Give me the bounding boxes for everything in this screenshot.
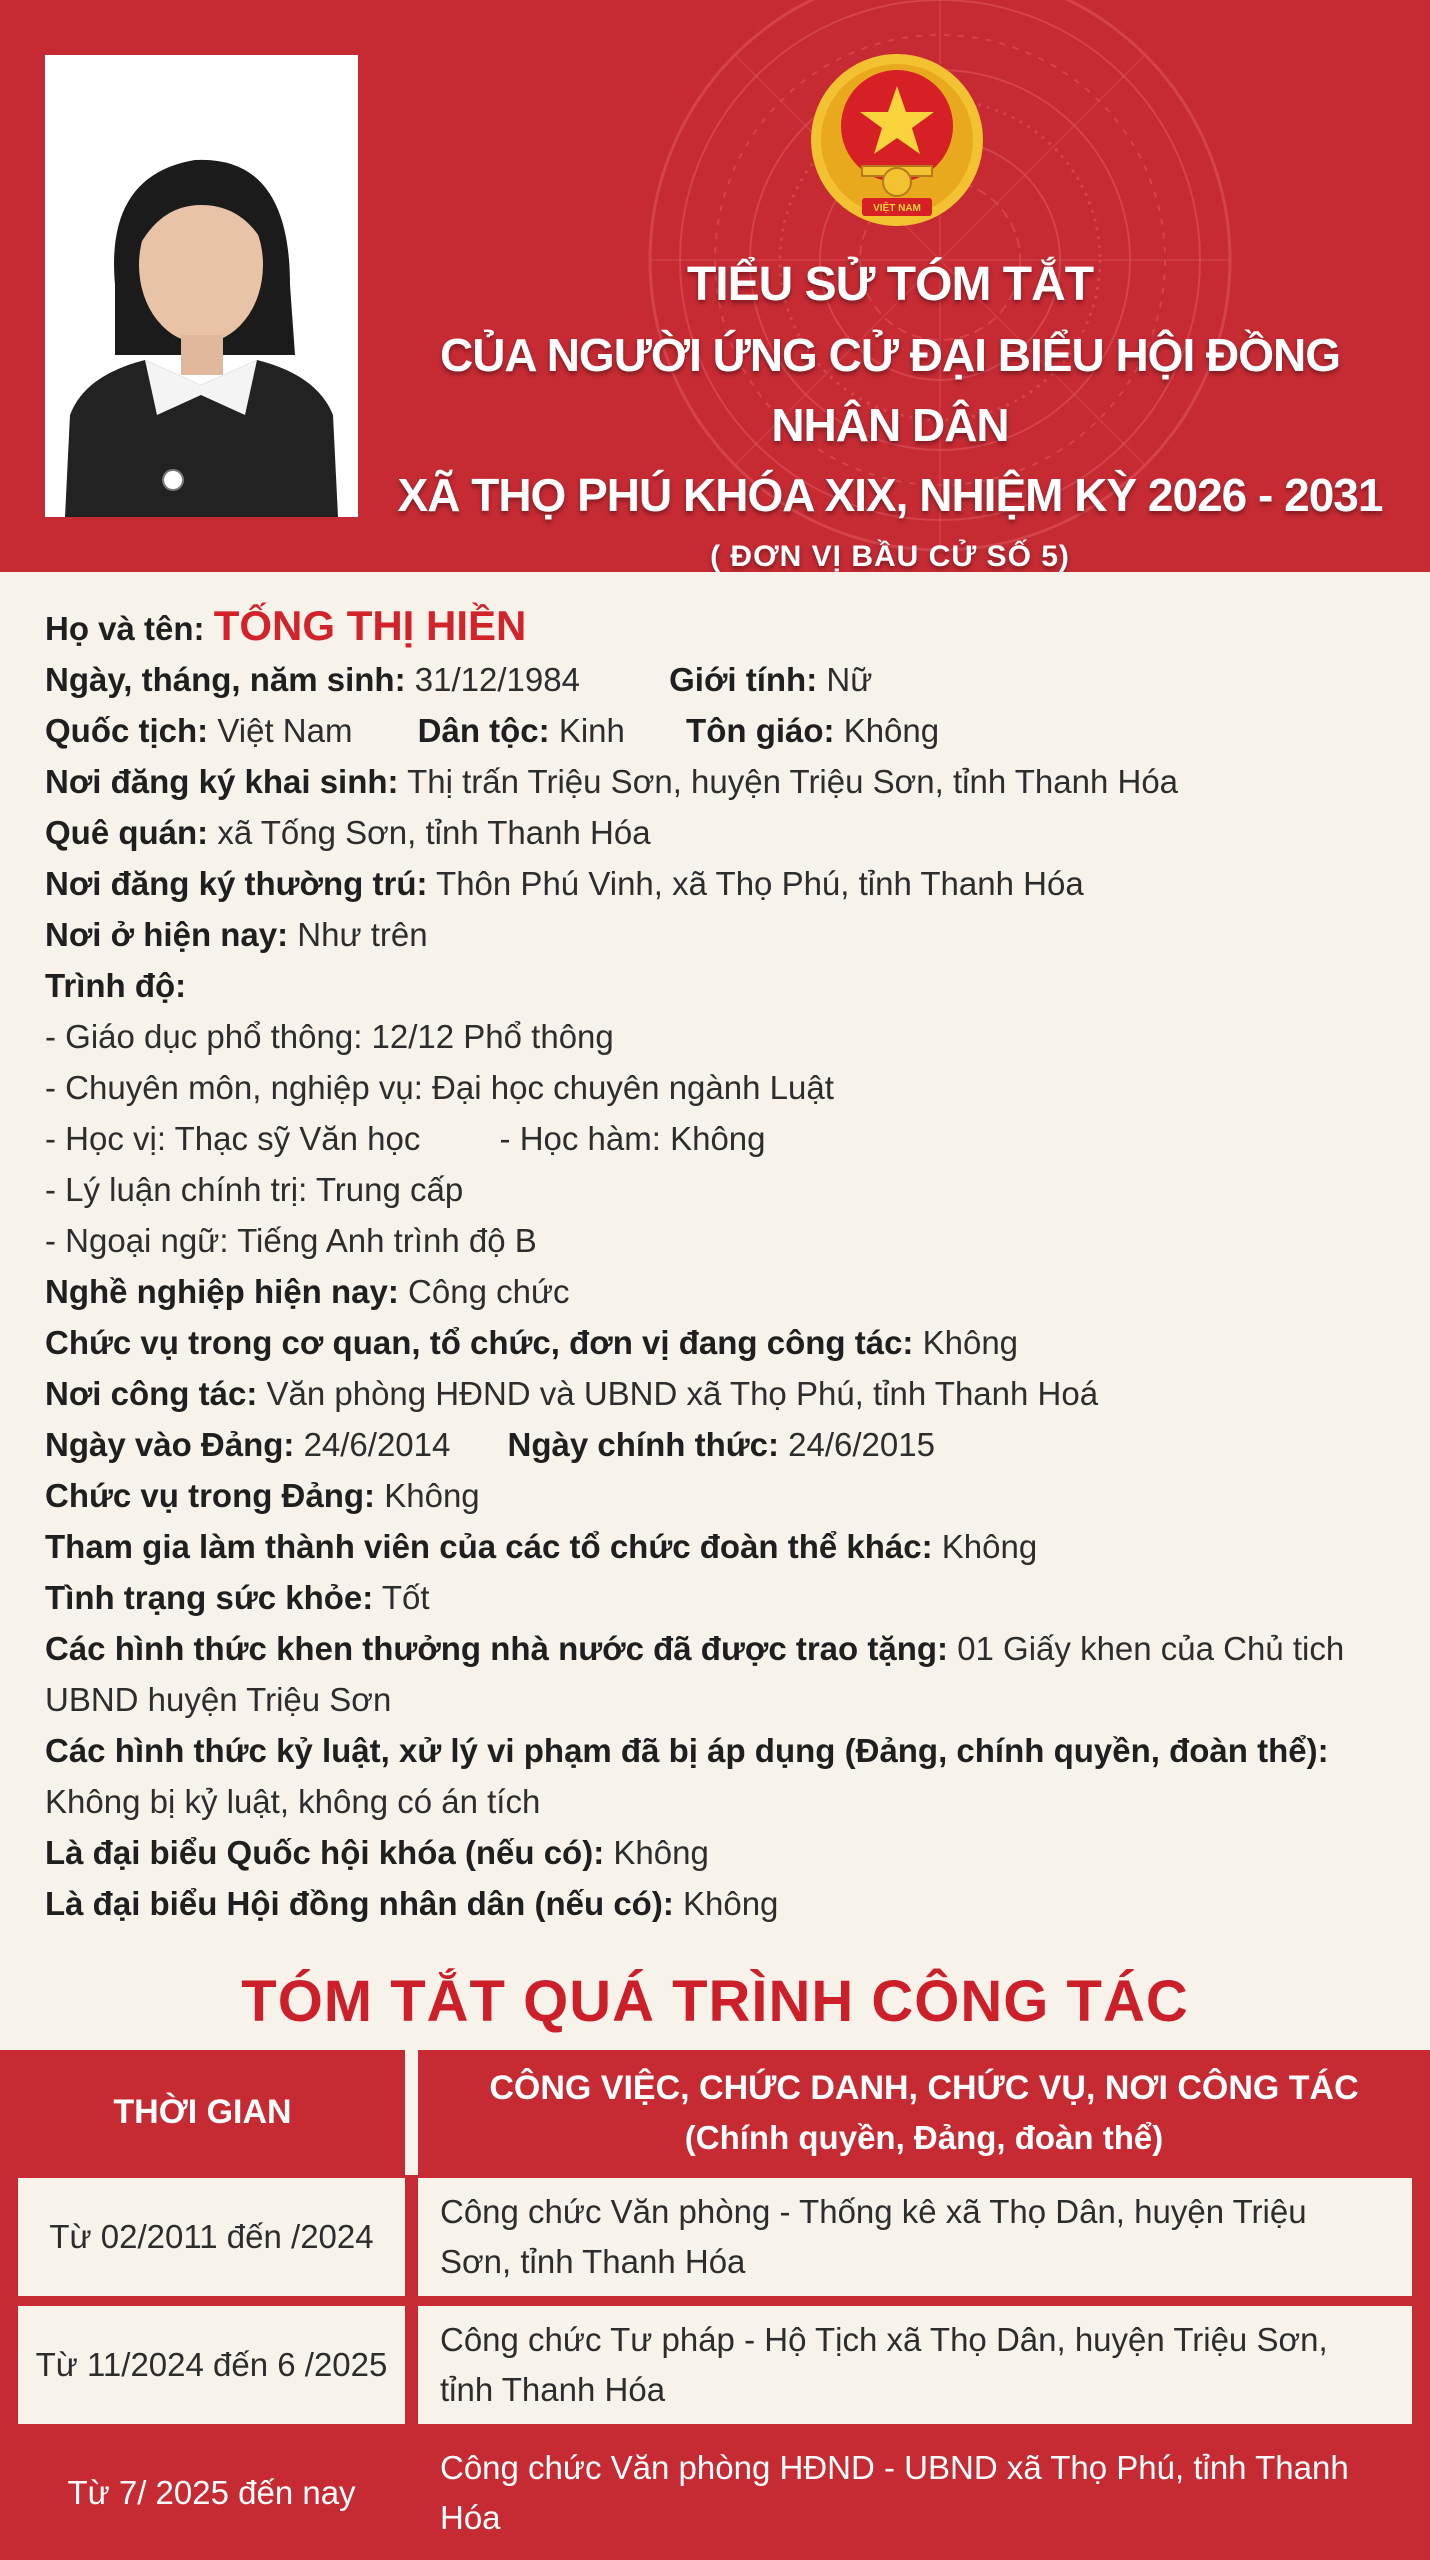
birth-registration-row (45, 756, 1395, 807)
workplace-label: Nơi công tác: (45, 1375, 258, 1412)
party-position-label: Chức vụ trong Đảng: (45, 1477, 376, 1514)
education-label: Trình độ: (45, 967, 187, 1004)
position-label: Chức vụ trong cơ quan, tổ chức, đơn vị đang công tác: (45, 1324, 914, 1361)
national-assembly-label: Là đại biểu Quốc hội khóa (nếu có): (45, 1834, 605, 1871)
discipline-label: Các hình thức kỷ luật, xử lý vi phạm đã bị áp dụng (Đảng, chính quyền, đoàn thể): (45, 1732, 1329, 1769)
name-label: Họ và tên: (45, 610, 205, 647)
current-address-label: Nơi ở hiện nay: (45, 916, 289, 953)
residence-value: Thôn Phú Vinh, xã Thọ Phú, tỉnh Thanh Hóa (436, 865, 1084, 902)
current-address-row (45, 909, 1395, 960)
workplace-value: Văn phòng HĐND và UBND xã Thọ Phú, tỉnh Thanh Hoá (266, 1375, 1099, 1412)
residence-row (45, 858, 1395, 909)
svg-text:VIỆT NAM: VIỆT NAM (873, 203, 921, 214)
title-block (390, 250, 1390, 572)
religion-value: Không (843, 712, 940, 749)
ethnicity-label: Dân tộc: (417, 712, 550, 749)
party-dates-row (45, 1419, 1395, 1470)
column-divider (405, 2050, 418, 2175)
health-value: Tốt (381, 1579, 430, 1616)
edu-political: - Lý luận chính trị: Trung cấp (45, 1171, 464, 1208)
hometown-value: xã Tống Sơn, tỉnh Thanh Hóa (217, 814, 651, 851)
title-line-2: CỦA NGƯỜI ỨNG CỬ ĐẠI BIỂU HỘI ĐỒNG NHÂN DÂN (439, 329, 1341, 451)
career-table (0, 2050, 1430, 2560)
organizations-label: Tham gia làm thành viên của các tổ chức đoàn thể khác: (45, 1528, 933, 1565)
edu-degree: - Học vị: Thạc sỹ Văn học (45, 1120, 421, 1157)
nationality-label: Quốc tịch: (45, 712, 209, 749)
national-emblem (802, 48, 992, 238)
gender-value: Nữ (826, 661, 873, 698)
table-row (18, 2178, 1412, 2296)
current-address-value: Như trên (297, 916, 428, 953)
residence-label: Nơi đăng ký thường trú: (45, 865, 428, 902)
council-delegate-label: Là đại biểu Hội đồng nhân dân (nếu có): (45, 1885, 674, 1922)
hometown-row (45, 807, 1395, 858)
organizations-row (45, 1521, 1395, 1572)
row-time: Từ 02/2011 đến /2024 (18, 2178, 405, 2296)
discipline-row (45, 1725, 1395, 1827)
edu-specialty: - Chuyên môn, nghiệp vụ: Đại học chuyên ngành Luật (45, 1069, 834, 1106)
edu-title: - Học hàm: Không (499, 1120, 766, 1157)
council-delegate-row (45, 1878, 1395, 1929)
awards-row (45, 1623, 1395, 1725)
ethnicity-value: Kinh (558, 712, 625, 749)
position-row (45, 1317, 1395, 1368)
column-header-job-title: CÔNG VIỆC, CHỨC DANH, CHỨC VỤ, NƠI CÔNG TÁC (489, 2068, 1359, 2107)
organizations-value: Không (941, 1528, 1038, 1565)
council-delegate-value: Không (682, 1885, 779, 1922)
gender-label: Giới tính: (669, 661, 818, 698)
birth-registration-value: Thị trấn Triệu Sơn, huyện Triệu Sơn, tỉnh Thanh Hóa (407, 763, 1179, 800)
edu-language: - Ngoại ngữ: Tiếng Anh trình độ B (45, 1222, 537, 1259)
party-join-label: Ngày vào Đảng: (45, 1426, 295, 1463)
party-position-value: Không (384, 1477, 480, 1514)
workplace-row (45, 1368, 1395, 1419)
career-section-title: TÓM TẮT QUÁ TRÌNH CÔNG TÁC (241, 1969, 1189, 2034)
awards-label: Các hình thức khen thưởng nhà nước đã được trao tặng: (45, 1630, 949, 1667)
row-time: Từ 7/ 2025 đến nay (67, 2474, 356, 2511)
discipline-value: Không bị kỷ luật, không có án tích (45, 1783, 541, 1820)
row-time: Từ 11/2024 đến 6 /2025 (18, 2306, 405, 2424)
column-header-job-subtitle: (Chính quyền, Đảng, đoàn thể) (684, 2118, 1164, 2156)
electoral-unit: ( ĐƠN VỊ BẦU CỬ SỐ 5) (710, 540, 1070, 572)
table-row (18, 2434, 1412, 2552)
bio-section (45, 600, 1395, 1929)
name-row (45, 600, 1395, 654)
health-label: Tình trạng sức khỏe: (45, 1579, 374, 1616)
candidate-name: TỐNG THỊ HIỀN (213, 602, 527, 649)
row-job: Công chức Tư pháp - Hộ Tịch xã Thọ Dân, huyện Triệu Sơn, tỉnh Thanh Hóa (418, 2306, 1412, 2424)
hometown-label: Quê quán: (45, 814, 209, 851)
edu-degree-row (45, 1113, 1395, 1164)
party-official-value: 24/6/2015 (788, 1426, 935, 1463)
health-row (45, 1572, 1395, 1623)
dob-value: 31/12/1984 (414, 661, 580, 698)
awards-value: 01 Giấy khen của Chủ tich UBND huyện Triệu Sơn (45, 1630, 1345, 1718)
occupation-row (45, 1266, 1395, 1317)
national-assembly-row (45, 1827, 1395, 1878)
occupation-label: Nghề nghiệp hiện nay: (45, 1273, 399, 1310)
occupation-value: Công chức (408, 1273, 570, 1310)
party-join-value: 24/6/2014 (303, 1426, 451, 1463)
religion-label: Tôn giáo: (686, 712, 835, 749)
nationality-row (45, 705, 1395, 756)
party-position-row (45, 1470, 1395, 1521)
education-heading (45, 960, 1395, 1011)
column-header-time: THỜI GIAN (113, 2093, 292, 2131)
table-row (18, 2306, 1412, 2424)
edu-general: - Giáo dục phổ thông: 12/12 Phổ thông (45, 1018, 614, 1055)
national-assembly-value: Không (613, 1834, 709, 1871)
header-banner (0, 0, 1430, 572)
dob-row (45, 654, 1395, 705)
title-line-1: TIỂU SỬ TÓM TẮT (686, 258, 1094, 311)
column-header-job (418, 2050, 1430, 2175)
nationality-value: Việt Nam (217, 712, 353, 749)
row-job: Công chức Văn phòng HĐND - UBND xã Thọ Phú, tỉnh Thanh Hóa (440, 2449, 1349, 2536)
title-line-3: XÃ THỌ PHÚ KHÓA XIX, NHIỆM KỲ 2026 - 2031 (397, 469, 1383, 521)
birth-registration-label: Nơi đăng ký khai sinh: (45, 763, 399, 800)
candidate-photo (45, 55, 358, 517)
party-official-label: Ngày chính thức: (507, 1426, 779, 1463)
dob-label: Ngày, tháng, năm sinh: (45, 661, 406, 698)
position-value: Không (922, 1324, 1019, 1361)
row-job: Công chức Văn phòng - Thống kê xã Thọ Dân, huyện Triệu Sơn, tỉnh Thanh Hóa (418, 2178, 1412, 2296)
